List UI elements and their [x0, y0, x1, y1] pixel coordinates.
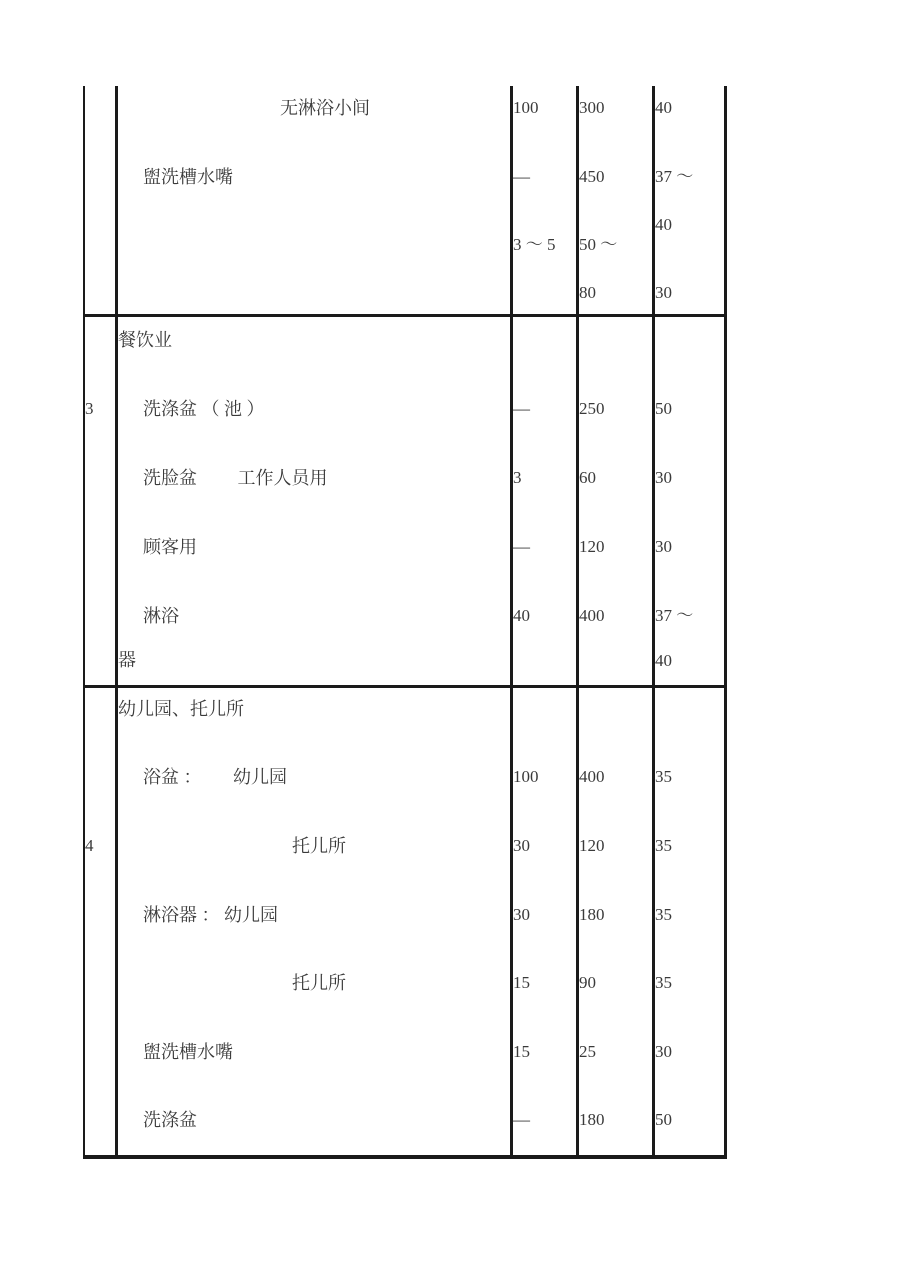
cell-value: 40 [655, 215, 672, 234]
row-label: 盥洗槽水嘴 [143, 1042, 233, 1062]
seq-number: 3 [85, 399, 94, 418]
cell-value: 450 [579, 167, 605, 186]
cell-value: 37 ～ [655, 606, 694, 625]
table-outer-left-border [83, 86, 85, 1158]
cell-value: 120 [579, 537, 605, 556]
cell-value: 50 ～ [579, 235, 618, 254]
cell-value: 30 [655, 283, 672, 302]
row-label: 托儿所 [292, 836, 346, 856]
row-label: 洗脸盆 工作人员用 [143, 468, 328, 488]
row-label-wrap: 器 [118, 650, 136, 670]
cell-value: 100 [513, 98, 539, 117]
row-label: 淋浴器 ： 幼儿园 [143, 905, 278, 925]
section-header: 幼儿园、托儿所 [118, 699, 244, 719]
cell-value: 300 [579, 98, 605, 117]
cell-value: 3 ～ 5 [513, 235, 556, 254]
cell-value: 40 [655, 98, 672, 117]
cell-value: 50 [655, 399, 672, 418]
table-bottom-border [83, 1155, 727, 1159]
cell-value: 80 [579, 283, 596, 302]
cell-value: — [513, 399, 530, 418]
row-label: 洗涤盆 （ 池 ） [143, 399, 265, 419]
row-label: 托儿所 [292, 973, 346, 993]
cell-value: 30 [655, 468, 672, 487]
cell-value: 50 [655, 1110, 672, 1129]
cell-value: 35 [655, 973, 672, 992]
row-label: 顾客用 [143, 537, 197, 557]
cell-value: 30 [655, 1042, 672, 1061]
cell-value: 3 [513, 468, 522, 487]
cell-value: 37 ～ [655, 167, 694, 186]
cell-value: 180 [579, 905, 605, 924]
cell-value: 35 [655, 767, 672, 786]
cell-value: 40 [655, 651, 672, 670]
cell-value: 250 [579, 399, 605, 418]
section-header: 餐饮业 [118, 330, 172, 350]
cell-value: 180 [579, 1110, 605, 1129]
cell-value: — [513, 167, 530, 186]
cell-value: 30 [513, 836, 530, 855]
cell-value: 25 [579, 1042, 596, 1061]
seq-number: 4 [85, 836, 94, 855]
cell-value: 40 [513, 606, 530, 625]
cell-value: 30 [513, 905, 530, 924]
cell-value: 35 [655, 905, 672, 924]
table-h-border-section3 [83, 314, 727, 317]
cell-value: 15 [513, 973, 530, 992]
row-label: 盥洗槽水嘴 [143, 167, 233, 187]
cell-value: 400 [579, 767, 605, 786]
cell-value: 100 [513, 767, 539, 786]
table-v-border-seq [115, 86, 118, 1158]
table-h-border-section4 [83, 685, 727, 688]
cell-value: — [513, 1110, 530, 1129]
cell-value: — [513, 537, 530, 556]
cell-value: 90 [579, 973, 596, 992]
cell-value: 30 [655, 537, 672, 556]
cell-value: 35 [655, 836, 672, 855]
cell-value: 15 [513, 1042, 530, 1061]
row-label: 无淋浴小间 [280, 98, 370, 118]
row-label: 洗涤盆 [143, 1110, 197, 1130]
cell-value: 120 [579, 836, 605, 855]
row-label: 淋浴 [143, 606, 179, 626]
cell-value: 60 [579, 468, 596, 487]
table-outer-right-border [724, 86, 727, 1158]
row-label: 浴盆 ： 幼儿园 [143, 767, 287, 787]
cell-value: 400 [579, 606, 605, 625]
